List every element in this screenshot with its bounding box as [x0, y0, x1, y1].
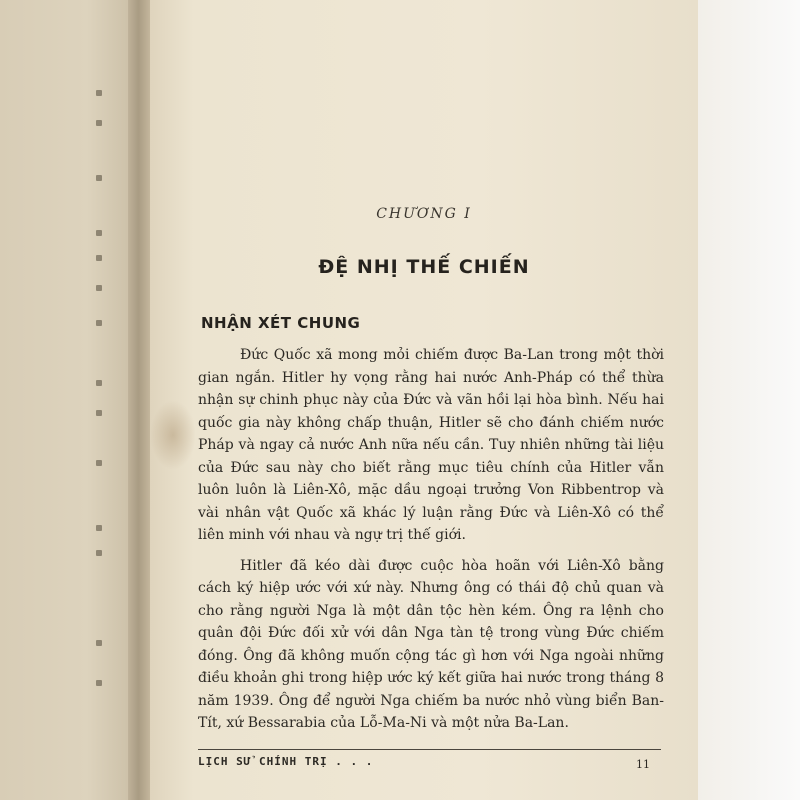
body-text [198, 344, 664, 743]
background-right [698, 0, 800, 800]
page-stain [150, 400, 196, 470]
footer-rule [198, 749, 661, 750]
page-number: 11 [636, 758, 650, 771]
section-heading: NHẬN XÉT CHUNG [201, 314, 361, 332]
footer-book-title: LỊCH SỬ CHÍNH TRỊ . . . [198, 755, 374, 768]
left-page-edge [0, 0, 145, 800]
paragraph: Hitler đã kéo dài được cuộc hòa hoãn với Liên-Xô bằng cách ký hiệp ước với xứ này. Nhưng ông có thái độ chủ quan và cho rằng người Nga là một dân tộc hèn kém. Ông ra lệnh cho quân đội Đức đối xử với dân Nga tàn tệ trong vùng Đức chiếm đóng. Ông đã không muốn cộng tác gì hơn với Nga ngoài những điều khoản ghi trong hiệp ước ký kết giữa hai nước trong tháng 8 năm 1939. Ông để người Nga chiếm ba nước nhỏ vùng biển Ban-Tít, xứ Bessarabia của Lỗ-Ma-Ni và một nửa Ba-Lan. [198, 557, 664, 731]
chapter-label: CHƯƠNG I [376, 206, 472, 222]
chapter-title: ĐỆ NHỊ THẾ CHIẾN [318, 256, 530, 278]
left-margin-marks [96, 80, 126, 720]
paragraph: Đức Quốc xã mong mỏi chiếm được Ba-Lan trong một thời gian ngắn. Hitler hy vọng rằng hai nước Anh-Pháp có thể thừa nhận sự chinh phục này của Đức và vãn hồi lại hòa bình. Nếu hai quốc gia này không chấp thuận, Hitler sẽ cho đánh chiếm nước Pháp và ngay cả nước Anh nữa nếu cần. Tuy nhiên những tài liệu của Đức sau này cho biết rằng mục tiêu chính của Hitler vẫn luôn luôn là Liên-Xô, mặc dầu ngoại trưởng Von Ribbentrop và vài nhân vật Quốc xã khác lý luận rằng Đức và Liên-Xô có thể liên minh với nhau và ngự trị thế giới. [198, 347, 664, 543]
